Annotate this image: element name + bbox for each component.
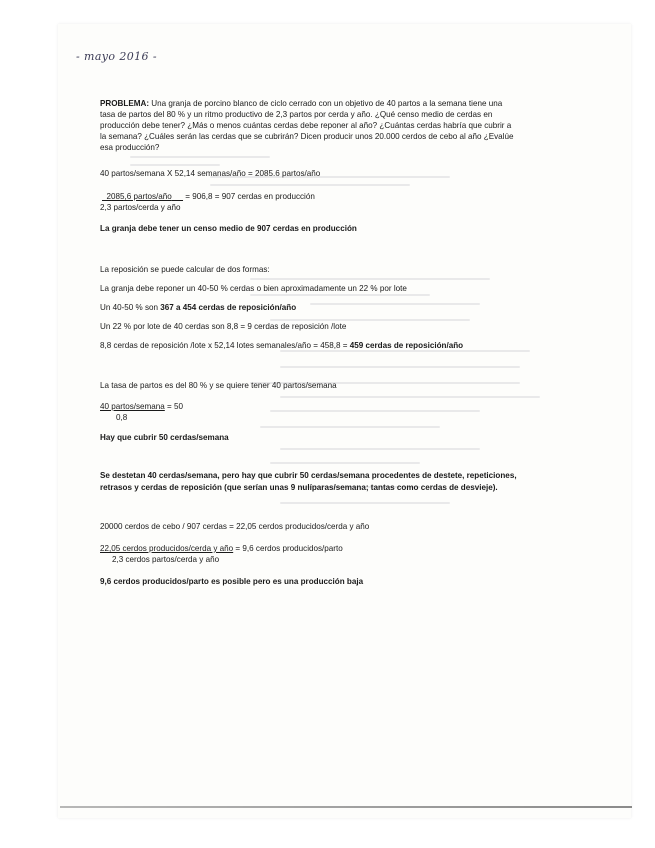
replacement-line-2: Un 40-50 % son 367 a 454 cerdas de reposición/año [100, 303, 297, 312]
census-fraction-numerator: 2085,6 partos/año [106, 192, 172, 201]
replacement-line-4: 8,8 cerdas de reposición /lote x 52,14 lotes semanales/año = 458,8 = 459 cerdas de reposición/año [100, 341, 464, 350]
problem-line-2: tasa de partos del 80 % y un ritmo productivo de 2,3 partos por cerda y año. ¿Qué censo medio de cerdas en [100, 110, 493, 119]
replacement-range: 367 a 454 cerdas de reposición/año [160, 303, 297, 312]
census-conclusion: La granja debe tener un censo medio de 907 cerdas en producción [100, 224, 357, 233]
handwritten-date: - mayo 2016 - [76, 50, 157, 63]
weaning-line-1: Se destetan 40 cerdas/semana, pero hay que cubrir 50 cerdas/semana procedentes de destete, repeticiones, [100, 471, 517, 480]
evaluation-fraction-denominator: 2,3 cerdos partos/cerda y año [112, 555, 220, 564]
coverage-fraction-numerator: 40 partos/semana [100, 402, 165, 411]
problem-line-1 [100, 98, 502, 109]
evaluation-fraction-result: = 9,6 cerdos producidos/parto [233, 544, 343, 553]
coverage-fraction-denominator: 0,8 [116, 413, 128, 422]
problem-label: PROBLEMA: [100, 99, 150, 108]
problem-line-4: la semana? ¿Cuáles serán las cerdas que se cubrirán? Dicen producir unos 20.000 cerdos de cebo al año ¿Evalúe [100, 132, 514, 141]
replacement-result: 459 cerdas de reposición/año [349, 341, 464, 350]
replacement-intro: La reposición se puede calcular de dos formas: [100, 265, 270, 274]
coverage-conclusion: Hay que cubrir 50 cerdas/semana [100, 433, 229, 442]
evaluation-conclusion: 9,6 cerdos producidos/parto es posible pero es una producción baja [100, 577, 364, 586]
census-calc-1: 40 partos/semana X 52,14 semanas/año = 2085.6 partos/año [100, 169, 321, 178]
problem-line-5: esa producción? [100, 143, 160, 152]
coverage-fraction-result: = 50 [164, 402, 184, 411]
census-fraction-denominator: 2,3 partos/cerda y año [100, 203, 181, 212]
coverage-intro: La tasa de partos es del 80 % y se quiere tener 40 partos/semana [100, 381, 337, 390]
census-fraction-row [102, 191, 315, 202]
paper-shadow-edge [60, 806, 632, 808]
coverage-fraction-row [100, 401, 183, 412]
replacement-line-1: La granja debe reponer un 40-50 % cerdas o bien aproximadamente un 22 % por lote [100, 284, 407, 293]
census-fraction-result: = 906,8 = 907 cerdas en producción [185, 192, 315, 201]
problem-text: Una granja de porcino blanco de ciclo cerrado con un objetivo de 40 partos a la semana tiene una [151, 99, 503, 108]
evaluation-calc-1: 20000 cerdos de cebo / 907 cerdas = 22,05 cerdos producidos/cerda y año [100, 522, 370, 531]
weaning-line-2: retrasos y cerdas de reposición (que serían unas 9 nulíparas/semana; tantas como cerdas de desvieje). [100, 483, 498, 492]
problem-line-3: producción debe tener? ¿Más o menos cuántas cerdas debe reponer al año? ¿Cuántas cerdas habría que cubrir a [100, 121, 512, 130]
replacement-line-3: Un 22 % por lote de 40 cerdas son 8,8 = 9 cerdas de reposición /lote [100, 322, 347, 331]
evaluation-fraction-row [100, 543, 343, 554]
evaluation-fraction-numerator: 22,05 cerdos producidos/cerda y año [100, 544, 234, 553]
